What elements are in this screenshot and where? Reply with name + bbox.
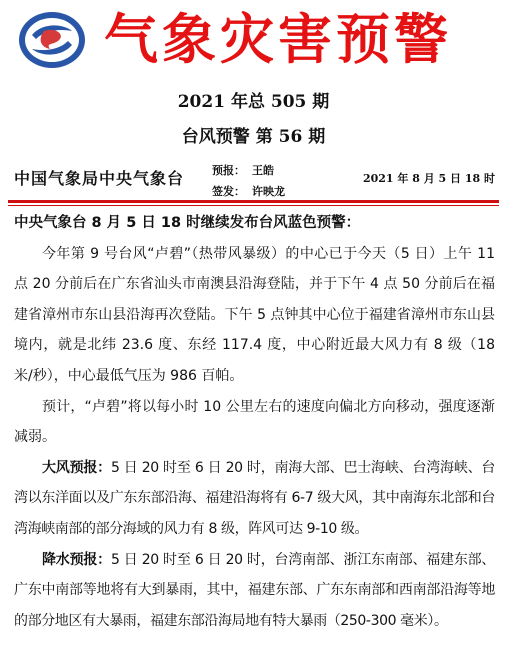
issuer-label: 签发： bbox=[212, 185, 245, 198]
issuer-line bbox=[212, 185, 285, 199]
rain-forecast-text: 5 日 20 时至 6 日 20 时，台湾南部、浙江东南部、福建东部、广东中南部等地将有大到暴雨，其中，福建东部、广东东南部和西南部沿海等地的部分地区有大暴雨，福建东部沿海局地有特大暴雨（250-300 毫米）。 bbox=[14, 551, 496, 629]
wind-forecast-paragraph bbox=[14, 453, 495, 545]
bulletin-subtitle: 台风预警 第 56 期 bbox=[181, 127, 326, 147]
wind-forecast-label: 大风预报： bbox=[42, 459, 111, 476]
header-divider-thin bbox=[8, 205, 499, 206]
forecaster-line bbox=[212, 164, 274, 178]
cma-emblem-icon bbox=[16, 9, 88, 71]
rain-forecast-label: 降水预报： bbox=[42, 551, 111, 568]
rain-forecast-paragraph bbox=[14, 545, 495, 637]
warning-headline: 中央气象台 8 月 5 日 18 时继续发布台风蓝色预警： bbox=[14, 215, 361, 231]
issue-date: 2021 年 8 月 5 日 18 时 bbox=[362, 172, 495, 185]
forecaster-name: 王皓 bbox=[252, 164, 274, 177]
typhoon-status-paragraph: 今年第 9 号台风“卢碧”（热带风暴级）的中心已于今天（5 日）上午 11 点 20 分前后在广东省汕头市南澳县沿海登陆，并于下午 4 点 50 分前后在福建省漳州市东山县沿海再次登陆。下午 5 点钟其中心位于福建省漳州市东山县境内，就是北纬 23.6 度、东经 117.4 度，中心附近最大风力有 8 级（18 米/秒），中心最低气压为 986 百帕。 bbox=[14, 245, 495, 384]
header-divider-thick bbox=[8, 200, 499, 203]
typhoon-forecast-paragraph: 预计，“卢碧”将以每小时 10 公里左右的速度向偏北方向移动，强度逐渐减弱。 bbox=[14, 398, 495, 446]
issuing-organization: 中国气象局中央气象台 bbox=[14, 169, 185, 188]
issue-number: 2021 年总 505 期 bbox=[177, 92, 330, 112]
wind-forecast-text: 5 日 20 时至 6 日 20 时，南海大部、巴士海峡、台湾海峡、台湾以东洋面以及广东东部沿海、福建沿海将有 6-7 级大风，其中南海东北部和台湾海峡南部的部分海域的风力有 8 级，阵风可达 9-10 级。 bbox=[14, 459, 496, 537]
issuer-name: 许映龙 bbox=[252, 185, 285, 198]
bulletin-body bbox=[14, 208, 495, 636]
forecaster-label: 预报： bbox=[212, 164, 245, 177]
bulletin-title: 气象灾害预警 bbox=[104, 7, 452, 71]
